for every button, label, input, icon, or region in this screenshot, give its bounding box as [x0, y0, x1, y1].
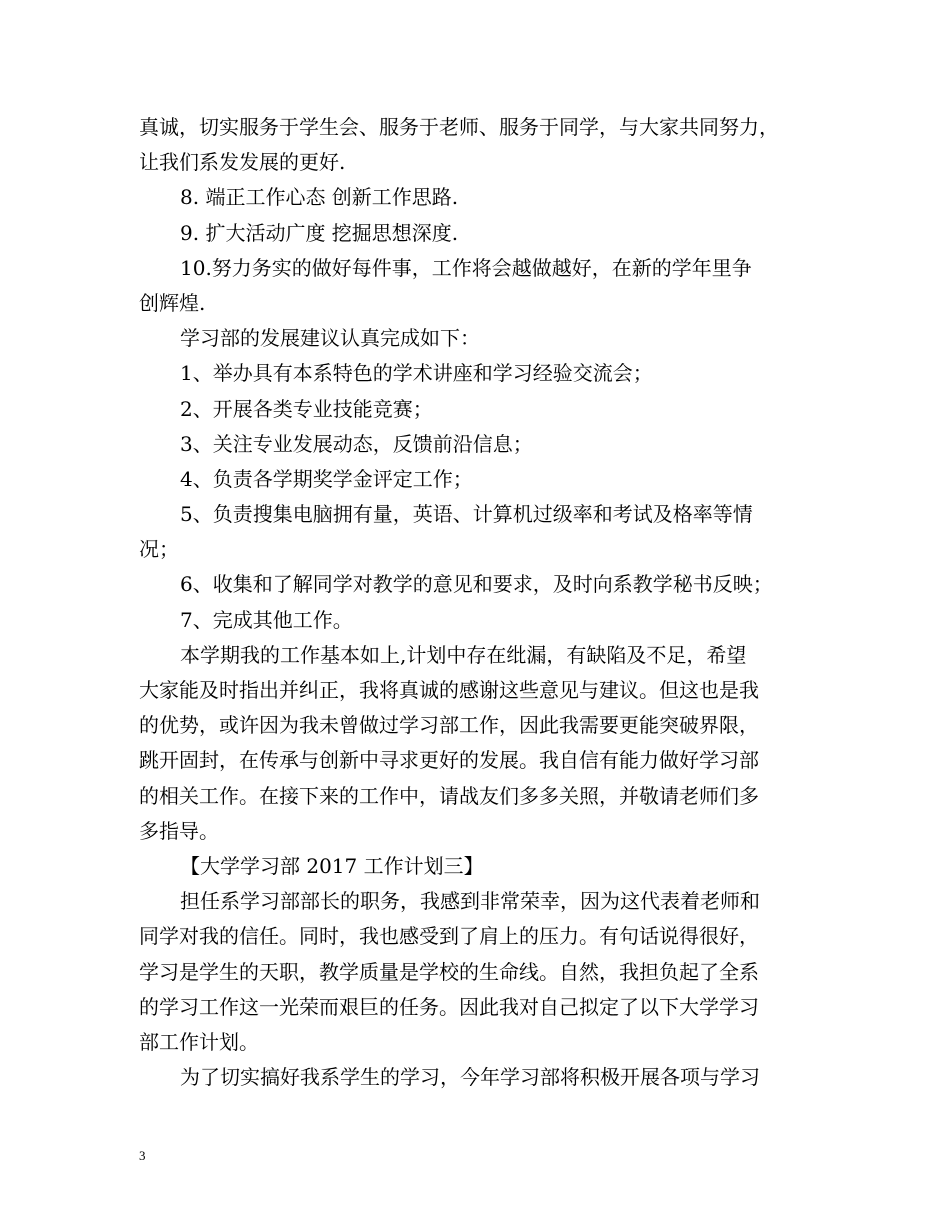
text-line: 同学对我的信任。同时，我也感受到了肩上的压力。有句话说得很好，: [139, 924, 759, 949]
text-line: 创辉煌.: [139, 290, 206, 315]
text-line: 9. 扩大活动广度 挖掘思想深度.: [180, 220, 459, 245]
text-line: 的学习工作这一光荣而艰巨的任务。因此我对自己拟定了以下大学学习: [139, 994, 759, 1019]
text-line: 本学期我的工作基本如上,计划中存在纰漏，有缺陷及不足，希望: [180, 642, 747, 667]
text-line: 2、开展各类专业技能竞赛；: [180, 396, 433, 421]
text-line: 学习部的发展建议认真完成如下：: [180, 326, 480, 351]
text-line: 况；: [139, 537, 179, 562]
text-line: 担任系学习部部长的职务，我感到非常荣幸，因为这代表着老师和: [180, 889, 760, 914]
text-line: 让我们系发发展的更好.: [139, 150, 346, 175]
text-line: 大家能及时指出并纠正，我将真诚的感谢这些意见与建议。但这也是我: [139, 678, 759, 702]
text-line: 【大学学习部 2017 工作计划三】: [180, 853, 484, 878]
text-line: 学习是学生的天职，教学质量是学校的生命线。自然，我担负起了全系: [139, 959, 759, 984]
text-line: 8. 端正工作心态 创新工作思路.: [180, 185, 459, 210]
text-line: 的相关工作。在接下来的工作中，请战友们多多关照，并敬请老师们多: [139, 783, 759, 808]
text-line: 部工作计划。: [139, 1029, 259, 1054]
text-line: 真诚，切实服务于学生会、服务于老师、服务于同学，与大家共同努力，: [139, 115, 779, 139]
text-line: 1、举办具有本系特色的学术讲座和学习经验交流会；: [180, 361, 653, 386]
text-line: 6、收集和了解同学对教学的意见和要求，及时向系教学秘书反映；: [180, 572, 773, 597]
text-line: 5、负责搜集电脑拥有量，英语、计算机过级率和考试及格率等情: [180, 502, 753, 527]
text-line: 10.努力务实的做好每件事，工作将会越做越好，在新的学年里争: [180, 255, 752, 280]
text-line: 的优势，或许因为我未曾做过学习部工作，因此我需要更能突破界限，: [139, 713, 759, 738]
text-line: 7、完成其他工作。: [180, 607, 353, 632]
text-line: 多指导。: [139, 818, 219, 843]
page-number: 3: [139, 1148, 146, 1163]
text-line: 跳开固封，在传承与创新中寻求更好的发展。我自信有能力做好学习部: [139, 748, 759, 773]
text-line: 4、负责各学期奖学金评定工作；: [180, 466, 473, 491]
document-body: [139, 110, 839, 1095]
text-line: 为了切实搞好我系学生的学习，今年学习部将积极开展各项与学习: [180, 1065, 760, 1090]
text-line: 3、关注专业发展动态，反馈前沿信息；: [180, 431, 533, 456]
